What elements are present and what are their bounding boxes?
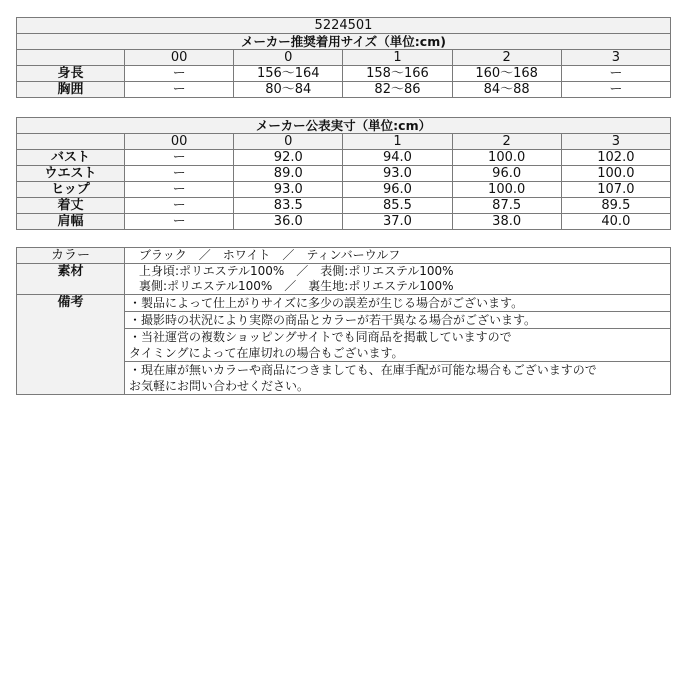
corner-cell [17,50,125,66]
size-header: 2 [452,50,561,66]
table-cell: ー [125,214,234,230]
table-cell: ー [125,182,234,198]
table-row [17,82,671,98]
size-header: 2 [452,134,561,150]
table-cell: 158～166 [343,66,452,82]
color-row [17,248,671,264]
table-cell: 84～88 [452,82,561,98]
table-cell: 96.0 [452,166,561,182]
row-label: 肩幅 [17,214,125,230]
table-cell: 93.0 [234,182,343,198]
size-header: 0 [234,50,343,66]
material-label: 素材 [17,264,125,295]
recommended-size-table [16,17,671,98]
table-row [17,182,671,198]
table-cell: 36.0 [234,214,343,230]
notes-label: 備考 [17,295,125,395]
row-label: ウエスト [17,166,125,182]
table-cell: 93.0 [343,166,452,182]
table-cell: 160～168 [452,66,561,82]
product-info-table [16,247,671,395]
table-cell: ー [125,198,234,214]
product-code: 5224501 [17,18,671,34]
table-cell: 89.0 [234,166,343,182]
size-header: 00 [125,134,234,150]
table-cell: 87.5 [452,198,561,214]
table-cell: ー [125,66,234,82]
note-item: ・撮影時の状況により実際の商品とカラーが若干異なる場合がございます。 [125,312,671,329]
size-header: 3 [561,134,670,150]
size-header: 1 [343,134,452,150]
row-label: 着丈 [17,198,125,214]
note-item: ・当社運営の複数ショッピングサイトでも同商品を掲載していますので タイミングによって在庫切れの場合もございます。 [125,329,671,362]
table-cell: 80～84 [234,82,343,98]
table-cell: 100.0 [452,182,561,198]
table-cell: 83.5 [234,198,343,214]
table-cell: 89.5 [561,198,670,214]
table-cell: 82～86 [343,82,452,98]
table-cell: 37.0 [343,214,452,230]
table-row [17,214,671,230]
size-header: 00 [125,50,234,66]
table-cell: 40.0 [561,214,670,230]
table-cell: ー [125,166,234,182]
table-cell: 102.0 [561,150,670,166]
notes-row [17,295,671,312]
table-row [17,166,671,182]
table-cell: 96.0 [343,182,452,198]
size-header: 1 [343,50,452,66]
table-row [17,198,671,214]
color-label: カラー [17,248,125,264]
material-row [17,264,671,280]
table-row [17,150,671,166]
table-cell: 100.0 [452,150,561,166]
note-item: ・現在庫が無いカラーや商品につきましても、在庫手配が可能な場合もございますので お気軽にお問い合わせください。 [125,362,671,395]
table-cell: 94.0 [343,150,452,166]
size-header-row [17,134,671,150]
corner-cell [17,134,125,150]
table-cell: ー [125,82,234,98]
table-cell: 100.0 [561,166,670,182]
table-cell: 156～164 [234,66,343,82]
table-cell: 85.5 [343,198,452,214]
table-cell: ー [561,66,670,82]
size-header: 3 [561,50,670,66]
row-label: ヒップ [17,182,125,198]
row-label: 胸囲 [17,82,125,98]
color-value: ブラック ／ ホワイト ／ ティンバーウルフ [125,248,671,264]
note-item: ・製品によって仕上がりサイズに多少の誤差が生じる場合がございます。 [125,295,671,312]
row-label: 身長 [17,66,125,82]
material-line: 裏側:ポリエステル100% ／ 裏生地:ポリエステル100% [125,279,671,295]
table-cell: 92.0 [234,150,343,166]
recommended-size-title: メーカー推奨着用サイズ（単位:cm) [17,34,671,50]
measurement-table [16,117,671,230]
table-cell: ー [561,82,670,98]
table-row [17,66,671,82]
size-header: 0 [234,134,343,150]
table-cell: 38.0 [452,214,561,230]
measurement-title: メーカー公表実寸（単位:cm） [17,118,671,134]
size-header-row [17,50,671,66]
table-cell: 107.0 [561,182,670,198]
material-line: 上身頃:ポリエステル100% ／ 表側:ポリエステル100% [125,264,671,280]
row-label: バスト [17,150,125,166]
table-cell: ー [125,150,234,166]
